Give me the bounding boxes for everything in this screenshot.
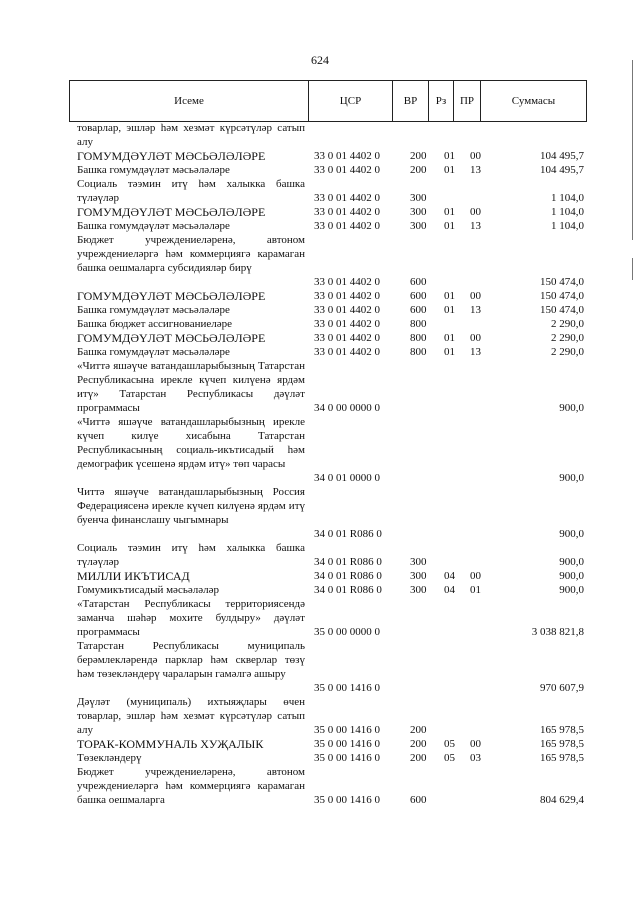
row-vr: 800 bbox=[410, 346, 427, 358]
row-sum: 1 104,0 bbox=[551, 192, 584, 204]
row-rz: 01 bbox=[444, 220, 455, 232]
header-sum: Суммасы bbox=[481, 81, 587, 122]
row-csr: 33 0 01 4402 0 bbox=[314, 276, 380, 288]
row-rz: 01 bbox=[444, 206, 455, 218]
row-name: Социаль тәэмин итү һәм халыкка башка түләүләр bbox=[77, 542, 305, 568]
table-row bbox=[0, 415, 640, 485]
row-csr: 33 0 01 4402 0 bbox=[314, 346, 380, 358]
row-pr: 13 bbox=[470, 164, 481, 176]
row-sum: 900,0 bbox=[559, 402, 584, 414]
row-sum: 150 474,0 bbox=[540, 290, 584, 302]
row-sum: 900,0 bbox=[559, 570, 584, 582]
row-csr: 35 0 00 1416 0 bbox=[314, 738, 380, 750]
table-row bbox=[0, 597, 640, 639]
row-csr: 33 0 01 4402 0 bbox=[314, 150, 380, 162]
row-name: Башка бюджет ассигнованиеләре bbox=[77, 318, 232, 330]
row-name: Читтә яшәүче ватандашларыбызның Россия Федерациясенә ирекле күчеп килүенә ярдәм итү буенча финанслашу чыгымнары bbox=[77, 486, 305, 526]
row-name: ГОМУМДӘҮЛӘТ МӘСЬӘЛӘЛӘРЕ bbox=[77, 331, 266, 345]
row-csr: 34 0 01 0000 0 bbox=[314, 472, 380, 484]
margin-line bbox=[632, 258, 633, 280]
row-sum: 804 629,4 bbox=[540, 794, 584, 806]
table-row bbox=[0, 303, 640, 317]
row-csr: 35 0 00 1416 0 bbox=[314, 724, 380, 736]
row-sum: 900,0 bbox=[559, 528, 584, 540]
row-csr: 34 0 01 R086 0 bbox=[314, 556, 382, 568]
row-sum: 900,0 bbox=[559, 556, 584, 568]
table-row bbox=[0, 345, 640, 359]
row-name: Гомумикътисадый мәсьәләләр bbox=[77, 584, 219, 596]
table-row bbox=[0, 639, 640, 695]
row-sum: 2 290,0 bbox=[551, 332, 584, 344]
row-sum: 165 978,5 bbox=[540, 752, 584, 764]
table-row bbox=[0, 233, 640, 289]
table-row bbox=[0, 751, 640, 765]
row-rz: 04 bbox=[444, 570, 455, 582]
row-sum: 104 495,7 bbox=[540, 150, 584, 162]
row-sum: 104 495,7 bbox=[540, 164, 584, 176]
row-csr: 35 0 00 1416 0 bbox=[314, 794, 380, 806]
row-rz: 01 bbox=[444, 304, 455, 316]
row-name: Башка гомумдәүләт мәсьәләләре bbox=[77, 304, 230, 316]
row-vr: 600 bbox=[410, 794, 427, 806]
row-csr: 34 0 01 R086 0 bbox=[314, 584, 382, 596]
row-vr: 300 bbox=[410, 570, 427, 582]
row-csr: 35 0 00 1416 0 bbox=[314, 682, 380, 694]
table-row bbox=[0, 149, 640, 163]
row-pr: 13 bbox=[470, 220, 481, 232]
row-vr: 300 bbox=[410, 556, 427, 568]
table-row bbox=[0, 205, 640, 219]
row-csr: 33 0 01 4402 0 bbox=[314, 332, 380, 344]
row-vr: 200 bbox=[410, 724, 427, 736]
row-name: ГОМУМДӘҮЛӘТ МӘСЬӘЛӘЛӘРЕ bbox=[77, 205, 266, 219]
row-rz: 05 bbox=[444, 738, 455, 750]
table-row bbox=[0, 219, 640, 233]
row-name: Дәүләт (муниципаль) ихтыяҗлары өчен товарлар, эшләр һәм хезмәт күрсәтүләр сатып алу bbox=[77, 696, 305, 736]
row-sum: 900,0 bbox=[559, 584, 584, 596]
row-csr: 33 0 01 4402 0 bbox=[314, 220, 380, 232]
table-header bbox=[69, 80, 587, 122]
header-rz: Рз bbox=[429, 81, 454, 122]
table-row bbox=[0, 177, 640, 205]
row-sum: 970 607,9 bbox=[540, 682, 584, 694]
margin-line bbox=[632, 60, 633, 240]
row-csr: 33 0 01 4402 0 bbox=[314, 304, 380, 316]
row-sum: 1 104,0 bbox=[551, 220, 584, 232]
row-sum: 2 290,0 bbox=[551, 318, 584, 330]
row-vr: 600 bbox=[410, 290, 427, 302]
row-name: Татарстан Республикасы муниципаль берәмлекләрендә парклар һәм скверлар төзү һәм төзекләндерү чараларын гамәлгә ашыру bbox=[77, 640, 305, 680]
table-row bbox=[0, 289, 640, 303]
table-row bbox=[0, 569, 640, 583]
row-vr: 200 bbox=[410, 150, 427, 162]
row-rz: 04 bbox=[444, 584, 455, 596]
row-name: Бюджет учреждениеләренә, автоном учреждениеләргә һәм коммерциягә карамаган башка оешмаларга bbox=[77, 766, 305, 806]
row-pr: 01 bbox=[470, 584, 481, 596]
row-csr: 34 0 01 R086 0 bbox=[314, 570, 382, 582]
row-vr: 200 bbox=[410, 164, 427, 176]
row-rz: 01 bbox=[444, 332, 455, 344]
row-pr: 03 bbox=[470, 752, 481, 764]
row-sum: 150 474,0 bbox=[540, 276, 584, 288]
row-vr: 600 bbox=[410, 276, 427, 288]
row-pr: 13 bbox=[470, 304, 481, 316]
row-csr: 34 0 00 0000 0 bbox=[314, 402, 380, 414]
row-name: ТОРАК-КОММУНАЛЬ ХУҖАЛЫК bbox=[77, 737, 264, 751]
row-name: ГОМУМДӘҮЛӘТ МӘСЬӘЛӘЛӘРЕ bbox=[77, 149, 266, 163]
row-sum: 2 290,0 bbox=[551, 346, 584, 358]
row-pr: 00 bbox=[470, 738, 481, 750]
row-name: МИЛЛИ ИКЪТИСАД bbox=[77, 569, 190, 583]
row-vr: 200 bbox=[410, 752, 427, 764]
row-csr: 33 0 01 4402 0 bbox=[314, 164, 380, 176]
row-name: «Читтә яшәүче ватандашларыбызның ирекле күчеп килүе хисабына Татарстан Республикасының социаль-икътисадый һәм демографик үсешенә ярдәм итү» төп чарасы bbox=[77, 416, 305, 470]
row-sum: 3 038 821,8 bbox=[531, 626, 584, 638]
table-row bbox=[0, 485, 640, 541]
row-csr: 33 0 01 4402 0 bbox=[314, 318, 380, 330]
row-name: «Читтә яшәүче ватандашларыбызның Татарстан Республикасына ирекле күчеп килүенә ярдәм итү» Татарстан Республикасы дәүләт программасы bbox=[77, 360, 305, 414]
row-rz: 01 bbox=[444, 346, 455, 358]
table-row bbox=[0, 121, 640, 149]
header-csr: ЦСР bbox=[309, 81, 393, 122]
row-rz: 05 bbox=[444, 752, 455, 764]
budget-rows bbox=[0, 121, 640, 807]
row-pr: 00 bbox=[470, 290, 481, 302]
row-vr: 300 bbox=[410, 192, 427, 204]
header-vr: ВР bbox=[393, 81, 429, 122]
row-pr: 13 bbox=[470, 346, 481, 358]
row-name: Социаль тәэмин итү һәм халыкка башка түләүләр bbox=[77, 178, 305, 204]
row-sum: 165 978,5 bbox=[540, 724, 584, 736]
table-row bbox=[0, 541, 640, 569]
row-pr: 00 bbox=[470, 332, 481, 344]
table-row bbox=[0, 163, 640, 177]
table-row bbox=[0, 583, 640, 597]
row-sum: 900,0 bbox=[559, 472, 584, 484]
row-csr: 35 0 00 0000 0 bbox=[314, 626, 380, 638]
row-name: Башка гомумдәүләт мәсьәләләре bbox=[77, 346, 230, 358]
row-name: Башка гомумдәүләт мәсьәләләре bbox=[77, 164, 230, 176]
row-vr: 200 bbox=[410, 738, 427, 750]
row-vr: 800 bbox=[410, 318, 427, 330]
table-row bbox=[0, 695, 640, 737]
table-row bbox=[0, 359, 640, 415]
row-vr: 300 bbox=[410, 584, 427, 596]
row-pr: 00 bbox=[470, 150, 481, 162]
row-name: Башка гомумдәүләт мәсьәләләре bbox=[77, 220, 230, 232]
row-sum: 150 474,0 bbox=[540, 304, 584, 316]
row-pr: 00 bbox=[470, 206, 481, 218]
row-name: Төзекләндерү bbox=[77, 752, 142, 764]
row-vr: 300 bbox=[410, 206, 427, 218]
row-csr: 33 0 01 4402 0 bbox=[314, 192, 380, 204]
row-name: «Татарстан Республикасы территориясендә заманча шәһәр мохите булдыру» дәүләт программасы bbox=[77, 598, 305, 638]
row-rz: 01 bbox=[444, 164, 455, 176]
row-csr: 35 0 00 1416 0 bbox=[314, 752, 380, 764]
row-csr: 33 0 01 4402 0 bbox=[314, 206, 380, 218]
row-vr: 600 bbox=[410, 304, 427, 316]
row-name: Бюджет учреждениеләренә, автоном учреждениеләргә һәм коммерциягә карамаган башка оешмаларга субсидияләр бирү bbox=[77, 234, 305, 274]
page-number: 624 bbox=[311, 53, 329, 67]
row-csr: 34 0 01 R086 0 bbox=[314, 528, 382, 540]
header-pr: ПР bbox=[454, 81, 481, 122]
row-name: товарлар, эшләр һәм хезмәт күрсәтүләр сатып алу bbox=[77, 122, 305, 148]
row-rz: 01 bbox=[444, 150, 455, 162]
row-pr: 00 bbox=[470, 570, 481, 582]
row-name: ГОМУМДӘҮЛӘТ МӘСЬӘЛӘЛӘРЕ bbox=[77, 289, 266, 303]
row-vr: 300 bbox=[410, 220, 427, 232]
row-sum: 1 104,0 bbox=[551, 206, 584, 218]
table-row bbox=[0, 317, 640, 331]
table-row bbox=[0, 331, 640, 345]
table-row bbox=[0, 737, 640, 751]
header-name: Исеме bbox=[70, 81, 309, 122]
row-sum: 165 978,5 bbox=[540, 738, 584, 750]
row-vr: 800 bbox=[410, 332, 427, 344]
row-rz: 01 bbox=[444, 290, 455, 302]
row-csr: 33 0 01 4402 0 bbox=[314, 290, 380, 302]
table-row bbox=[0, 765, 640, 807]
